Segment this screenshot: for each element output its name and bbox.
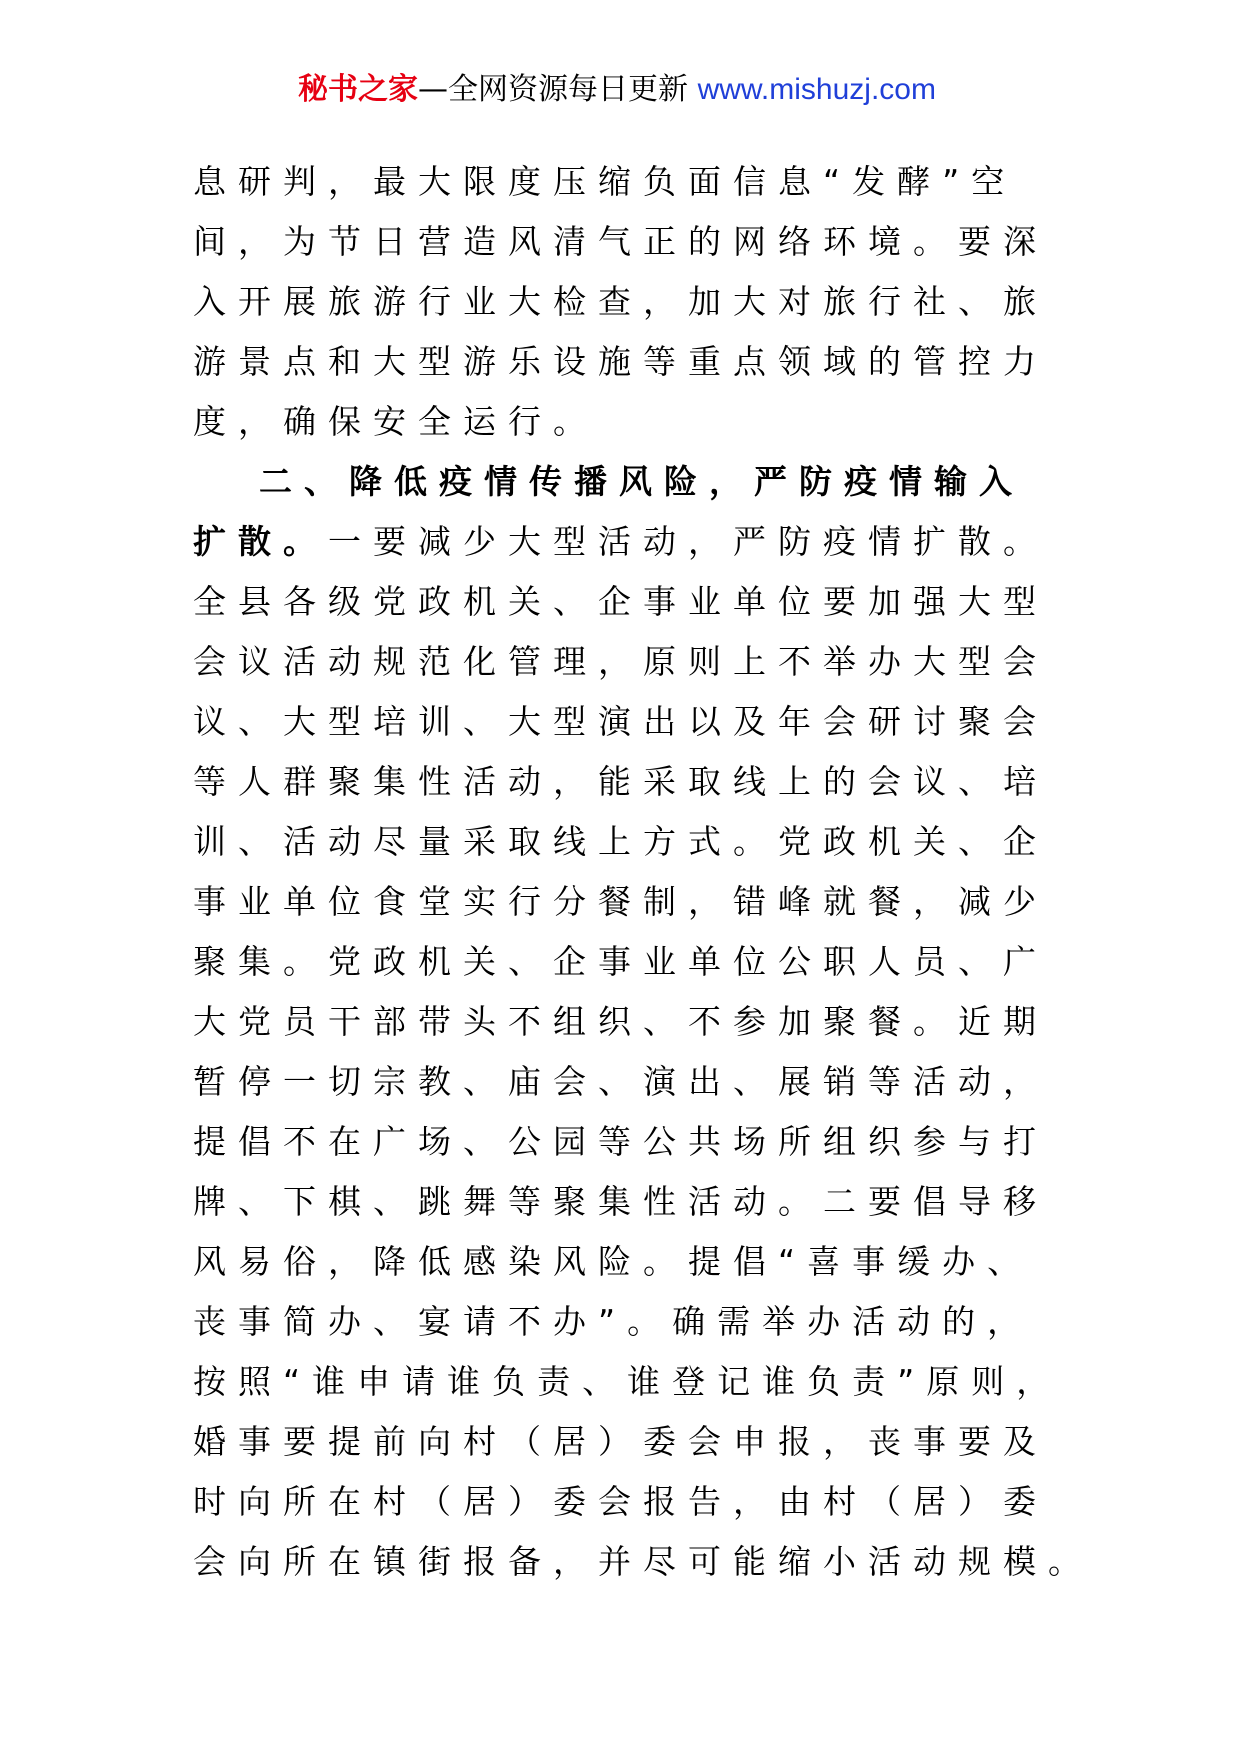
text-line: 训、活动尽量采取线上方式。党政机关、企 xyxy=(193,822,1048,861)
text-line xyxy=(193,512,1093,572)
text-line: 度，确保安全运行。 xyxy=(193,402,598,441)
text-line: 风易俗，降低感染风险。提倡“喜事缓办、 xyxy=(193,1242,1033,1281)
text-line: 全县各级党政机关、企事业单位要加强大型 xyxy=(193,582,1048,621)
site-brand-name: 秘书之家 xyxy=(298,72,419,107)
text-line: 游景点和大型游乐设施等重点领域的管控力 xyxy=(193,342,1048,381)
site-tagline: —全网资源每日更新 xyxy=(418,72,698,107)
text-line: 大党员干部带头不组织、不参加聚餐。近期 xyxy=(193,1002,1048,1041)
section-heading-end: 扩散。 xyxy=(193,522,328,561)
text-line: 会向所在镇街报备，并尽可能缩小活动规模。 xyxy=(193,1542,1093,1581)
text-line-rest: 一要减少大型活动，严防疫情扩散。 xyxy=(328,522,1048,561)
text-line: 入开展旅游行业大检查，加大对旅行社、旅 xyxy=(193,282,1048,321)
page-header xyxy=(0,70,1234,110)
text-line: 丧事简办、宴请不办”。确需举办活动的， xyxy=(193,1302,1033,1341)
text-line: 时向所在村（居）委会报告，由村（居）委 xyxy=(193,1482,1048,1521)
text-line: 会议活动规范化管理，原则上不举办大型会 xyxy=(193,642,1048,681)
text-line: 按照“谁申请谁负责、谁登记谁负责”原则， xyxy=(193,1362,1062,1401)
document-body xyxy=(193,152,1093,1592)
section-heading: 二、降低疫情传播风险，严防疫情输入 xyxy=(259,462,1024,501)
text-line: 等人群聚集性活动，能采取线上的会议、培 xyxy=(193,762,1048,801)
text-line: 议、大型培训、大型演出以及年会研讨聚会 xyxy=(193,702,1048,741)
text-line: 间，为节日营造风清气正的网络环境。要深 xyxy=(193,222,1048,261)
text-line: 息研判，最大限度压缩负面信息“发酵”空 xyxy=(193,162,1017,201)
text-line: 提倡不在广场、公园等公共场所组织参与打 xyxy=(193,1122,1048,1161)
text-line: 婚事要提前向村（居）委会申报，丧事要及 xyxy=(193,1422,1048,1461)
text-line: 聚集。党政机关、企事业单位公职人员、广 xyxy=(193,942,1048,981)
text-line: 事业单位食堂实行分餐制，错峰就餐，减少 xyxy=(193,882,1048,921)
text-line: 牌、下棋、跳舞等聚集性活动。二要倡导移 xyxy=(193,1182,1048,1221)
site-url-link[interactable]: www.mishuzj.com xyxy=(697,73,936,106)
text-line: 暂停一切宗教、庙会、演出、展销等活动， xyxy=(193,1062,1048,1101)
